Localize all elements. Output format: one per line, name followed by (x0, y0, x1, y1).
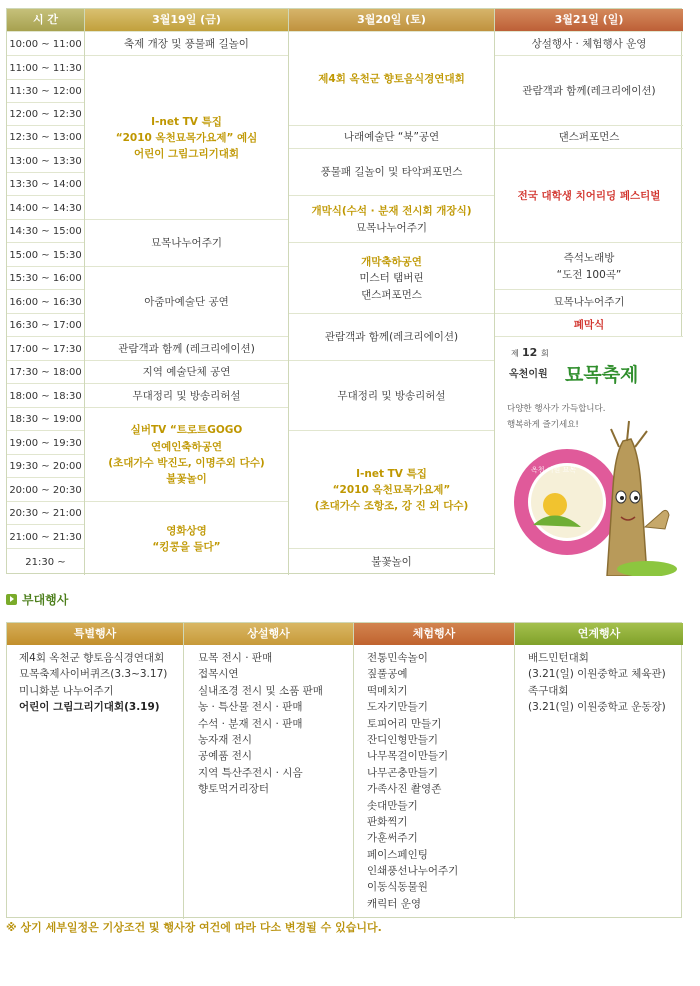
day1-event (85, 219, 288, 267)
list-item: 제4회 옥천군 향토음식경연대회 (19, 652, 165, 664)
list-item: 떡메치기 (367, 684, 408, 697)
schedule-table (6, 8, 682, 574)
section-title (6, 591, 68, 607)
time-slot: 16:30 ~ 17:00 (7, 313, 84, 337)
time-slot: 17:30 ~ 18:00 (7, 360, 84, 384)
event-text: 연예인축하공연 (150, 440, 222, 453)
event-text: 불꽃놀이 (166, 473, 207, 486)
time-slot: 11:00 ~ 11:30 (7, 55, 84, 80)
list-item: 미니화분 나누어주기 (19, 684, 114, 697)
day1-event-inet (85, 55, 288, 220)
list-item: 지역 특산주전시 · 시음 (198, 766, 303, 779)
poster-place: 옥천이원 (509, 369, 548, 380)
thumbs-up-icon (645, 510, 669, 529)
time-slot: 21:30 ~ (7, 548, 84, 576)
special-events-list (19, 650, 167, 716)
event-text: 개막축하공연 (361, 256, 422, 269)
list-item: 묘목 전시 · 판매 (198, 652, 273, 664)
time-slot: 20:00 ~ 20:30 (7, 477, 84, 502)
list-item: 어린이 그림그리기대회(3.19) (19, 701, 160, 714)
day2-event (289, 31, 494, 126)
list-item: 향토먹거리장터 (198, 783, 270, 796)
time-slot: 11:30 ~ 12:00 (7, 79, 84, 103)
list-item: 전통민속놀이 (367, 652, 428, 664)
day1-event (85, 31, 288, 56)
poster-edition-suffix: 회 (541, 349, 549, 358)
day1-event-movie (85, 501, 288, 576)
event-text: 무대정리 및 방송리허설 (337, 389, 446, 402)
poster-edition-label: 제 (511, 349, 519, 358)
event-text: 제4회 옥천군 향토음식경연대회 (318, 72, 465, 85)
time-slot: 19:30 ~ 20:00 (7, 454, 84, 478)
bullet-icon (6, 594, 17, 605)
day2-event (289, 148, 494, 196)
header-day1: 3월19일 (금) (85, 9, 288, 31)
time-slot: 15:30 ~ 16:00 (7, 266, 84, 290)
day2-event (289, 548, 494, 576)
poster-line1: 다양한 행사가 가득합니다. (507, 404, 606, 414)
time-slot: 18:30 ~ 19:00 (7, 407, 84, 431)
day1-event (85, 266, 288, 337)
tree-character-icon (607, 439, 647, 576)
day2-event (289, 360, 494, 431)
header-linked: 연계행사 (515, 623, 683, 645)
event-text: 묘목나누어주기 (553, 295, 625, 308)
day3-event-closing (495, 313, 683, 337)
day1-event (85, 336, 288, 361)
header-special: 특별행사 (7, 623, 183, 645)
list-item: 캐릭터 운영 (367, 897, 422, 910)
event-text: 즉석노래방 (563, 252, 615, 265)
time-slot: 12:00 ~ 12:30 (7, 102, 84, 126)
list-item: 수석 · 분재 전시 · 판매 (198, 717, 303, 730)
header-time: 시 간 (7, 9, 84, 31)
time-slot: 14:00 ~ 14:30 (7, 195, 84, 220)
event-text: “도전 100곡” (556, 268, 622, 281)
event-text: 풍물패 길놀이 및 타악퍼포먼스 (320, 166, 463, 179)
sub-events-table (6, 622, 682, 918)
event-text: 불꽃놀이 (371, 556, 412, 569)
poster-badge-text: 옥천 이원 묘목 (531, 466, 577, 474)
list-item: 잔디인형만들기 (367, 733, 439, 746)
poster-badge-center (531, 466, 603, 538)
list-item: 나무목걸이만들기 (367, 750, 449, 763)
header-day3: 3월21일 (일) (495, 9, 683, 31)
day3-event-cheer (495, 148, 683, 243)
divider (514, 623, 515, 919)
event-text: 나래예술단 “북”공연 (343, 131, 440, 144)
list-item: 공예품 전시 (198, 750, 253, 763)
poster-line2: 행복하게 즐기세요! (507, 420, 579, 430)
event-text: “2010 옥천묘목가요제” (332, 483, 451, 496)
experience-events-list (367, 650, 458, 912)
list-item: 토피어리 만들기 (367, 717, 442, 730)
event-text: (초대가수 조항조, 강 진 외 다수) (314, 500, 469, 513)
event-text: 관람객과 함께 (레크리에이션) (118, 342, 255, 355)
event-text: 실버TV “트로트GOGO (130, 424, 243, 437)
list-item: 짚풀공예 (367, 668, 408, 681)
event-text: 전국 대학생 치어리딩 페스티벌 (517, 189, 661, 202)
list-item: 실내조경 전시 및 소품 판매 (198, 684, 323, 697)
time-slot: 15:00 ~ 15:30 (7, 242, 84, 267)
event-text: 무대정리 및 방송리허설 (132, 389, 241, 402)
list-item: 가족사진 촬영존 (367, 783, 442, 796)
event-text: 댄스퍼포먼스 (361, 288, 422, 301)
day2-event-inet (289, 430, 494, 549)
event-text: 관람객과 함께(레크리에이션) (522, 84, 656, 97)
event-text: 묘목나누어주기 (355, 221, 427, 234)
event-text: 관람객과 함께(레크리에이션) (324, 331, 459, 344)
event-text: 영화상영 (166, 524, 207, 537)
list-item: 인쇄풍선나누어주기 (367, 865, 459, 878)
time-slot: 18:00 ~ 18:30 (7, 383, 84, 408)
divider (183, 623, 184, 919)
event-text: 댄스퍼포먼스 (558, 131, 620, 144)
time-slot: 20:30 ~ 21:00 (7, 501, 84, 525)
pupil-icon (634, 496, 638, 500)
event-text: 묘목나누어주기 (150, 237, 222, 250)
list-item: 접목시연 (198, 668, 239, 681)
day1-event (85, 383, 288, 408)
time-slot: 21:00 ~ 21:30 (7, 524, 84, 549)
list-item: (3.21(일) 이원중학교 체육관) (528, 668, 666, 681)
day1-event-silver (85, 407, 288, 502)
poster-title: 묘목축제 (565, 364, 639, 386)
time-slot: 16:00 ~ 16:30 (7, 289, 84, 314)
time-slot: 12:30 ~ 13:00 (7, 125, 84, 149)
event-text: 개막식(수석 · 분재 전시회 개장식) (311, 205, 472, 218)
day1-event (85, 360, 288, 384)
list-item: 이동식동물원 (367, 881, 428, 894)
time-slot: 13:30 ~ 14:00 (7, 172, 84, 196)
event-text: “킹콩을 들다” (152, 541, 221, 553)
list-item: 족구대회 (528, 684, 569, 697)
event-text: 아줌마예술단 공연 (144, 295, 229, 308)
notice-text: ※ 상기 세부일정은 기상조건 및 행사장 여건에 따라 다소 변경될 수 있습니다. (6, 921, 382, 934)
day3-event (495, 289, 683, 314)
time-slot: 14:30 ~ 15:00 (7, 219, 84, 243)
linked-events-list (528, 650, 666, 716)
header-day2: 3월20일 (토) (289, 9, 494, 31)
event-text: I-net TV 특집 (356, 467, 427, 480)
event-text: 어린이 그림그리기대회 (133, 148, 240, 161)
poster-edition: 12 (522, 346, 538, 359)
day2-event (289, 125, 494, 149)
event-text: 상설행사 · 체험행사 운영 (531, 37, 647, 50)
time-slot: 17:00 ~ 17:30 (7, 336, 84, 361)
list-item: (3.21(일) 이원중학교 운동장) (528, 701, 666, 714)
section-title-text: 부대행사 (22, 592, 69, 607)
list-item: 도자기만들기 (367, 701, 428, 714)
permanent-events-list (198, 650, 323, 798)
divider (353, 623, 354, 919)
day3-event-karaoke (495, 242, 683, 290)
pupil-icon (620, 496, 624, 500)
list-item: 묘목축제사이버퀴즈(3.3~3.17) (19, 668, 168, 681)
day3-event (495, 31, 683, 56)
day3-event (495, 125, 683, 149)
day2-event-celebration (289, 242, 494, 314)
day2-event-opening (289, 195, 494, 243)
day2-event (289, 313, 494, 361)
list-item: 가훈써주기 (367, 832, 418, 845)
list-item: 농자재 전시 (198, 733, 253, 746)
time-slot: 19:00 ~ 19:30 (7, 430, 84, 455)
event-text: 미스터 탬버린 (359, 272, 424, 285)
poster-illustration (495, 337, 683, 576)
list-item: 농 · 특산물 전시 · 판매 (198, 701, 303, 714)
list-item: 판화찍기 (367, 815, 408, 828)
event-text: 축제 개장 및 풍물패 길놀이 (124, 37, 249, 50)
event-text: 폐막식 (573, 319, 605, 332)
event-text: 지역 예술단체 공연 (142, 366, 231, 379)
day3-event (495, 55, 683, 126)
time-slot: 13:00 ~ 13:30 (7, 148, 84, 173)
event-text: (초대가수 박진도, 이명주외 다수) (108, 457, 265, 469)
list-item: 배드민턴대회 (528, 652, 589, 664)
list-item: 페이스페인팅 (367, 848, 428, 861)
sun-icon (543, 493, 567, 517)
festival-poster (495, 336, 683, 576)
list-item: 나무곤충만들기 (367, 766, 439, 779)
header-experience: 체험행사 (354, 623, 514, 645)
time-slot: 10:00 ~ 11:00 (7, 31, 84, 56)
header-permanent: 상설행사 (184, 623, 353, 645)
list-item: 솟대만들기 (367, 799, 418, 812)
event-text: “2010 옥천묘목가요제” 예심 (115, 131, 258, 144)
event-text: I-net TV 특집 (151, 115, 222, 128)
